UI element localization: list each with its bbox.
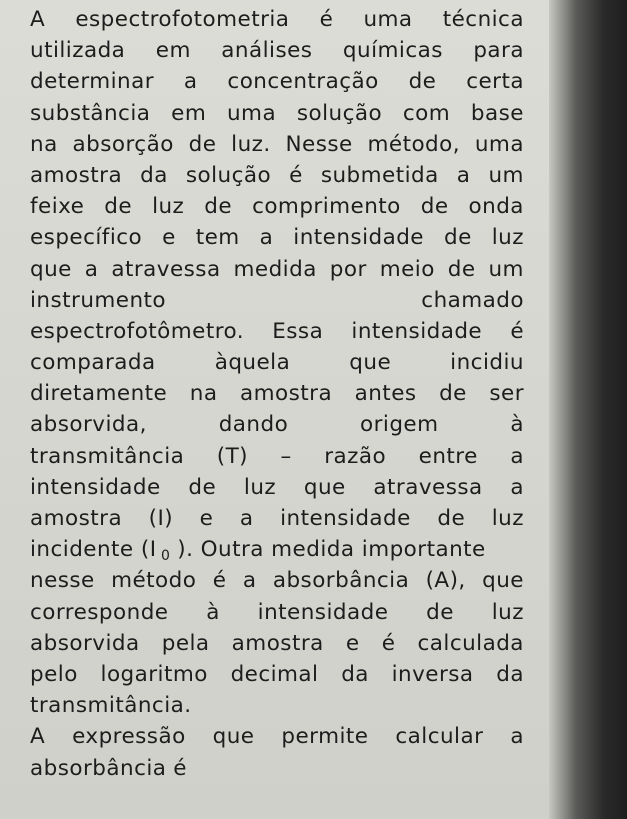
word: determinar bbox=[30, 69, 155, 95]
word: antes bbox=[354, 381, 417, 407]
word: luz bbox=[243, 474, 277, 500]
text-line bbox=[30, 191, 524, 222]
text-line bbox=[30, 129, 524, 160]
text-line bbox=[30, 441, 524, 472]
paragraph-2 bbox=[30, 721, 524, 783]
word: a bbox=[510, 443, 524, 469]
word: e bbox=[345, 630, 360, 656]
word: é bbox=[319, 7, 334, 32]
word: a bbox=[183, 69, 198, 95]
word: de bbox=[188, 131, 217, 157]
text-line bbox=[30, 659, 524, 690]
word: de bbox=[188, 474, 217, 500]
word: na bbox=[30, 131, 58, 157]
word: em bbox=[155, 38, 191, 64]
word: técnica bbox=[442, 7, 524, 32]
text-line bbox=[30, 721, 524, 752]
word: calculada bbox=[417, 630, 524, 656]
text-line bbox=[30, 254, 524, 285]
word: tem bbox=[195, 225, 240, 251]
word: intensidade bbox=[351, 318, 483, 344]
incidente-before: incidente (I bbox=[30, 537, 157, 563]
word: (T) bbox=[216, 443, 249, 469]
word: transmitância bbox=[30, 443, 185, 469]
word: substância bbox=[30, 100, 151, 126]
word: atravessa bbox=[111, 256, 221, 282]
word: para bbox=[473, 38, 524, 64]
word: da bbox=[496, 661, 524, 687]
word: incidiu bbox=[450, 350, 524, 376]
word: uma bbox=[363, 7, 413, 32]
word: certa bbox=[466, 69, 524, 95]
word: amostra bbox=[30, 506, 123, 531]
word: químicas bbox=[342, 38, 443, 64]
word: a bbox=[510, 474, 524, 500]
word: decimal bbox=[230, 661, 319, 687]
text-line-incidente bbox=[30, 534, 524, 565]
word: utilizada bbox=[30, 38, 126, 64]
word: comprimento bbox=[252, 194, 401, 220]
word: a bbox=[84, 256, 99, 282]
word: àquela bbox=[214, 350, 291, 376]
text-line bbox=[30, 347, 524, 378]
text-line bbox=[30, 472, 524, 503]
word: absorbância bbox=[30, 755, 167, 781]
word: intensidade bbox=[30, 474, 161, 500]
paragraph-1 bbox=[30, 4, 524, 721]
word: uma bbox=[474, 131, 524, 157]
word: Nesse bbox=[285, 131, 353, 157]
word: por bbox=[329, 256, 367, 282]
word: feixe bbox=[30, 194, 85, 220]
word: é bbox=[289, 162, 303, 188]
word: meio bbox=[379, 256, 435, 282]
word: de bbox=[104, 194, 133, 220]
word: amostra bbox=[30, 162, 123, 188]
word: inversa bbox=[391, 661, 474, 687]
word: luz. bbox=[231, 131, 271, 157]
text-line bbox=[30, 753, 524, 784]
word: logaritmo bbox=[100, 661, 208, 687]
word: A bbox=[30, 7, 46, 32]
word: corresponde bbox=[30, 599, 169, 625]
incidente-after: ). Outra medida importante bbox=[177, 537, 486, 563]
word: um bbox=[488, 162, 524, 188]
word: atravessa bbox=[373, 474, 483, 500]
word: é bbox=[173, 755, 187, 781]
text-line bbox=[30, 409, 524, 440]
dark-background-edge bbox=[549, 0, 627, 819]
word: a bbox=[510, 724, 524, 750]
subscript-zero: 0 bbox=[161, 548, 171, 565]
word: razão bbox=[324, 443, 387, 469]
word: (I) bbox=[148, 506, 174, 531]
word: (A), bbox=[425, 568, 466, 594]
word: luz bbox=[491, 225, 524, 251]
text-line bbox=[30, 160, 524, 191]
word: absorbância bbox=[272, 568, 410, 594]
word: luz bbox=[152, 194, 185, 220]
word: de bbox=[426, 599, 454, 625]
text-line bbox=[30, 98, 524, 129]
word: método, bbox=[367, 131, 461, 157]
text-line bbox=[30, 222, 524, 253]
word: permite bbox=[281, 724, 369, 750]
text-line bbox=[30, 503, 524, 534]
word: intensidade bbox=[257, 599, 389, 625]
word: com bbox=[402, 100, 451, 126]
word: nesse bbox=[30, 568, 95, 594]
word: expressão bbox=[72, 724, 186, 750]
word: na bbox=[189, 381, 218, 407]
word: de bbox=[439, 381, 467, 407]
word: que bbox=[30, 256, 72, 282]
word: pela bbox=[161, 630, 210, 656]
word: solução bbox=[185, 162, 272, 188]
text-line bbox=[30, 66, 524, 97]
word: a bbox=[259, 225, 274, 251]
word: A bbox=[30, 724, 46, 750]
word: Essa bbox=[272, 318, 324, 344]
word: de bbox=[443, 225, 472, 251]
word: espectrofotometria bbox=[75, 7, 290, 32]
word: a bbox=[242, 568, 257, 594]
word: que bbox=[349, 350, 392, 376]
word: de bbox=[437, 506, 466, 531]
word: instrumento bbox=[30, 287, 167, 313]
word: absorção bbox=[72, 131, 174, 157]
word: e bbox=[199, 506, 214, 531]
word: entre bbox=[418, 443, 478, 469]
word: é bbox=[381, 630, 396, 656]
word: que bbox=[303, 474, 346, 500]
text-line bbox=[30, 316, 524, 347]
word: método bbox=[111, 568, 197, 594]
word: análises bbox=[221, 38, 313, 64]
incidente-text bbox=[30, 534, 486, 565]
text-line bbox=[30, 285, 524, 316]
word: luz bbox=[491, 506, 524, 531]
word: a bbox=[239, 506, 254, 531]
word: que bbox=[212, 724, 255, 750]
word: transmitância. bbox=[30, 693, 192, 719]
word: base bbox=[470, 100, 524, 126]
word: comparada bbox=[30, 350, 156, 376]
word: concentração bbox=[227, 69, 379, 95]
word: espectrofotômetro. bbox=[30, 318, 245, 344]
word: calcular bbox=[395, 724, 484, 750]
word: medida bbox=[233, 256, 317, 282]
word: é bbox=[510, 318, 524, 344]
word: – bbox=[280, 443, 292, 469]
word: dando bbox=[218, 412, 289, 438]
text-line bbox=[30, 628, 524, 659]
word: submetida bbox=[320, 162, 439, 188]
word: intensidade bbox=[293, 225, 424, 251]
question-text bbox=[30, 4, 524, 784]
word: intensidade bbox=[280, 506, 411, 531]
word: amostra bbox=[240, 381, 333, 407]
text-line bbox=[30, 597, 524, 628]
word: pelo bbox=[30, 661, 78, 687]
word: da bbox=[341, 661, 369, 687]
word: onda bbox=[468, 194, 524, 220]
word: de bbox=[447, 256, 476, 282]
word: luz bbox=[491, 599, 524, 625]
word: amostra bbox=[231, 630, 324, 656]
text-line bbox=[30, 690, 524, 721]
text-line bbox=[30, 4, 524, 35]
word: uma bbox=[226, 100, 277, 126]
word: ser bbox=[489, 381, 524, 407]
word: de bbox=[420, 194, 449, 220]
word: absorvida, bbox=[30, 412, 147, 438]
word: que bbox=[482, 568, 524, 594]
word: um bbox=[488, 256, 524, 282]
text-line bbox=[30, 35, 524, 66]
word: de bbox=[204, 194, 233, 220]
word: a bbox=[456, 162, 471, 188]
word: em bbox=[171, 100, 207, 126]
word: diretamente bbox=[30, 381, 168, 407]
word: da bbox=[140, 162, 168, 188]
word: absorvida bbox=[30, 630, 140, 656]
word: chamado bbox=[421, 287, 524, 313]
text-line bbox=[30, 565, 524, 596]
word: à bbox=[510, 412, 524, 438]
word: é bbox=[212, 568, 227, 594]
text-line bbox=[30, 378, 524, 409]
word: e bbox=[162, 225, 176, 251]
word: à bbox=[206, 599, 220, 625]
word: específico bbox=[30, 225, 143, 251]
word: origem bbox=[360, 412, 439, 438]
word: solução bbox=[296, 100, 383, 126]
word: de bbox=[408, 69, 437, 95]
